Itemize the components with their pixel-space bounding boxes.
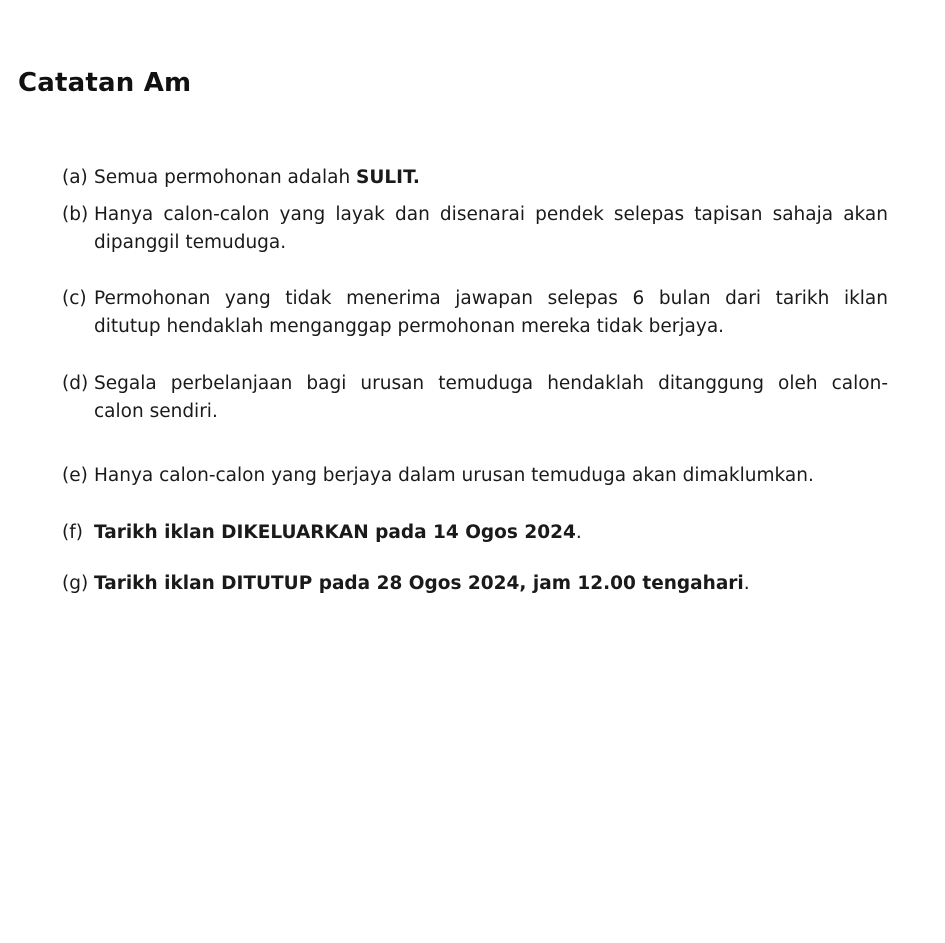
notes-list bbox=[62, 164, 888, 598]
note-item-c bbox=[62, 285, 888, 341]
note-item-text bbox=[94, 201, 888, 257]
note-line-1 bbox=[94, 370, 888, 398]
note-item-text bbox=[94, 519, 888, 547]
note-item-label: (b) bbox=[62, 204, 89, 225]
note-text-bold: SULIT. bbox=[356, 167, 420, 188]
note-text-regular: Hanya calon-calon yang layak dan disenarai pendek selepas tapisan sahaja akan bbox=[94, 204, 888, 225]
note-line-1 bbox=[94, 201, 888, 229]
note-item-d bbox=[62, 370, 888, 426]
note-text-bold: Tarikh iklan DITUTUP pada 28 Ogos 2024, jam 12.00 tengahari bbox=[94, 573, 744, 594]
note-text-bold: Tarikh iklan DIKELUARKAN pada 14 Ogos 2024 bbox=[94, 522, 576, 543]
note-line-2: ditutup hendaklah menganggap permohonan mereka tidak berjaya. bbox=[94, 316, 725, 337]
note-item-label: (d) bbox=[62, 373, 89, 394]
note-text-regular: . bbox=[575, 522, 582, 543]
note-item-g bbox=[62, 570, 888, 598]
note-text-regular: Hanya calon-calon yang berjaya dalam urusan temuduga akan dimaklumkan. bbox=[94, 465, 814, 486]
note-item-label: (c) bbox=[62, 288, 87, 309]
note-item-text bbox=[94, 164, 888, 192]
note-item-text bbox=[94, 285, 888, 341]
note-line-1 bbox=[94, 285, 888, 313]
note-item-text bbox=[94, 370, 888, 426]
note-item-text bbox=[94, 462, 888, 490]
note-text-regular: . bbox=[743, 573, 750, 594]
note-text-regular: Segala perbelanjaan bagi urusan temuduga hendaklah ditanggung oleh calon- bbox=[94, 373, 888, 394]
note-item-f bbox=[62, 519, 888, 547]
note-line-2: dipanggil temuduga. bbox=[94, 232, 287, 253]
page-title: Catatan Am bbox=[18, 68, 192, 98]
note-item-label: (f) bbox=[62, 522, 83, 543]
note-line-2: calon sendiri. bbox=[94, 401, 218, 422]
note-item-label: (e) bbox=[62, 465, 88, 486]
note-line-1 bbox=[94, 164, 888, 192]
note-line-1 bbox=[94, 570, 888, 598]
note-item-label: (g) bbox=[62, 573, 89, 594]
note-item-label: (a) bbox=[62, 167, 88, 188]
note-line-1 bbox=[94, 462, 888, 490]
note-item-text bbox=[94, 570, 888, 598]
note-line-1 bbox=[94, 519, 888, 547]
note-item-b bbox=[62, 201, 888, 257]
note-item-e bbox=[62, 462, 888, 490]
note-text-regular: Permohonan yang tidak menerima jawapan selepas 6 bulan dari tarikh iklan bbox=[94, 288, 888, 309]
note-item-a bbox=[62, 164, 888, 192]
note-text-regular: Semua permohonan adalah bbox=[94, 167, 357, 188]
